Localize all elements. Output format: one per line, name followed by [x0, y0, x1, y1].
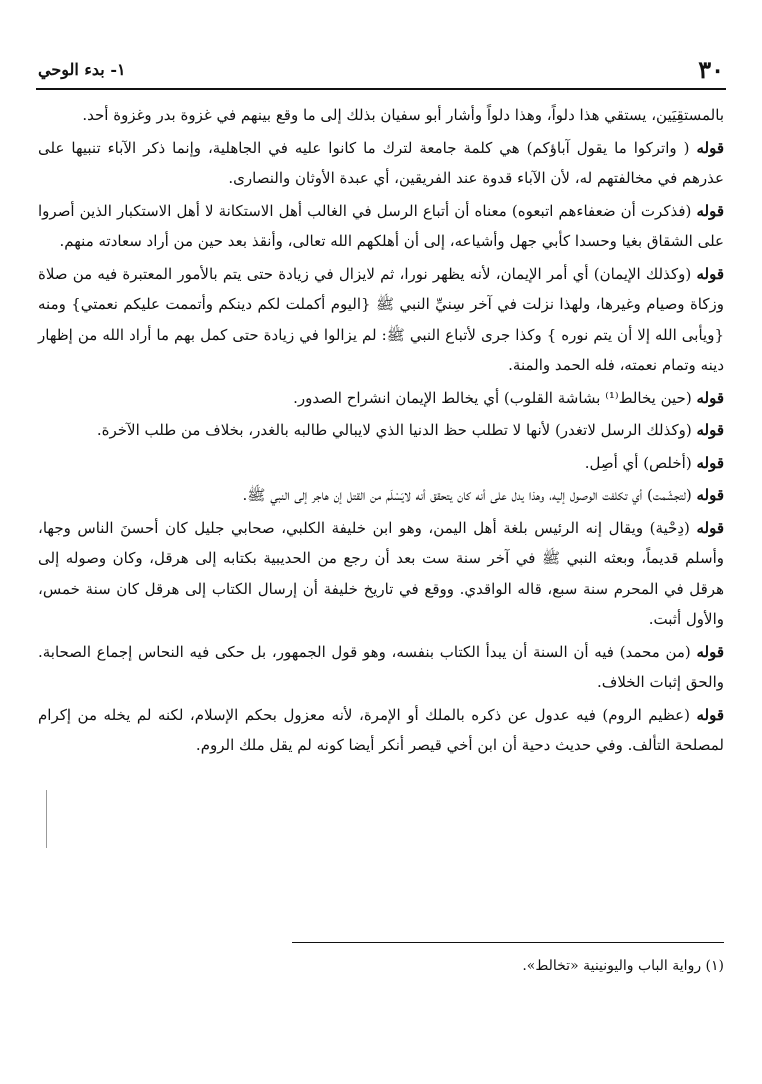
keyword: قوله	[696, 453, 724, 472]
paragraph-text: (فذكرت أن ضعفاءهم اتبعوه) معناه أن أتباع الرسل في الغالب أهل الاستكانة لا أهل الاستكبار الذين أصروا على الشقاق بغيا وحسدا كأبي جهل وأشياعه، إلى أن أهلكهم الله تعالى، وأنقذ بعد حين من أراد سعادته منهم.	[38, 201, 724, 250]
paragraph-text: (دِحْية) ويقال إنه الرئيس بلغة أهل اليمن، وهو ابن خليفة الكلبي، صحابي جليل كان أحسنَ الناس وجها، وأسلم قديماً، وبعثه النبي ﷺ في آخر سنة ست بعد أن رجع من الحديبية بكتابه إلى هرقل، وكان وصوله إلى هرقل في المحرم سنة سبع، قاله الواقدي. ووقع في تاريخ خليفة أن إرسال الكتاب إلى هرقل كان سنة خمس، والأول أثبت.	[38, 518, 724, 628]
paragraph	[38, 415, 724, 446]
running-title: ١- بدء الوحي	[38, 59, 126, 79]
keyword: قوله	[696, 421, 724, 439]
paragraph-text: (عظيم الروم) فيه عدول عن ذكره بالملك أو الإمرة، لأنه معزول بحكم الإسلام، لكنه لم يخله من إكرام لمصلحة التألف. وفي حديث دحية أن ابن أخي قيصر أنكر أيضا كونه لم يقل ملك الروم.	[38, 705, 724, 754]
paragraph	[38, 637, 724, 698]
paragraph	[38, 700, 724, 761]
page-number: ٣٠	[698, 54, 724, 84]
page-header	[38, 52, 724, 86]
paragraph-text: (من محمد) فيه أن السنة أن يبدأ الكتاب بنفسه، وهو قول الجمهور، بل حكى فيه النحاس إجماع الصحابة. والحق إثبات الخلاف.	[38, 642, 724, 691]
paragraph-text: (أخلص) أي أصِل.	[584, 453, 697, 472]
paragraph	[38, 480, 724, 511]
paragraph	[38, 133, 724, 194]
page-body	[38, 100, 724, 763]
footnote-rule	[292, 942, 724, 943]
keyword: قوله	[696, 486, 724, 504]
keyword: قوله	[696, 264, 724, 283]
header-rule	[36, 88, 726, 90]
paragraph	[38, 448, 724, 479]
footnote: (١) رواية الباب واليونينية «تخالط».	[522, 958, 724, 974]
paragraph	[38, 259, 724, 381]
paragraph	[38, 383, 724, 414]
paragraph-text: (لتجشّمت) أي تكلفت الوصول إليه، وهذا يدل على أنه كان يتحقق أنه لايَسْلَم من القتل إن هاجر إلى النبي ﷺ.	[242, 486, 697, 504]
keyword: قوله	[696, 518, 724, 537]
paragraph	[38, 513, 724, 635]
keyword: قوله	[696, 705, 724, 724]
keyword: قوله	[696, 388, 724, 407]
keyword: قوله	[696, 642, 724, 661]
paragraph-text: ( واتركوا ما يقول آباؤكم) هي كلمة جامعة لترك ما كانوا عليه في الجاهلية، وإنما ذكر الآباء تنبيها على عذرهم في مخالفتهم له، لأن الآباء قدوة عند الفريقين، أي عبدة الأوثان والنصارى.	[38, 138, 724, 187]
paragraph-text: (وكذلك الإيمان) أي أمر الإيمان، لأنه يظهر نورا، ثم لايزال في زيادة حتى يتم بالأمور المعتبرة فيه من صلاة وزكاة وصيام وغيرها، ولهذا نزلت في آخر سِنيِّ النبي ﷺ {اليوم أكملت لكم دينكم وأتممت عليكم نعمتي} ومنه {ويأبى الله إلا أن يتم نوره } وكذا جرى لأتباع النبي ﷺ: لم يزالوا في زيادة حتى كمل بهم ما أراد الله من إظهار دينه وتمام نعمته، فله الحمد والمنة.	[38, 264, 724, 374]
paragraph	[38, 196, 724, 257]
paragraph-text: (حين يخالط⁽¹⁾ بشاشة القلوب) أي يخالط الإيمان انشراح الصدور.	[293, 388, 697, 407]
paragraph-text: بالمستقِيَين، يستقي هذا دلواً، وهذا دلواً وأشار أبو سفيان بذلك إلى ما وقع بينهم في غزوة بدر وغزوة أحد.	[82, 106, 724, 124]
paragraph-text: (وكذلك الرسل لاتغدر) لأنها لا تطلب حظ الدنيا الذي لايبالي طالبه بالغدر، بخلاف من طلب الآخرة.	[96, 421, 697, 439]
keyword: قوله	[696, 138, 724, 157]
margin-line	[46, 790, 47, 848]
keyword: قوله	[696, 201, 724, 220]
paragraph	[38, 100, 724, 131]
